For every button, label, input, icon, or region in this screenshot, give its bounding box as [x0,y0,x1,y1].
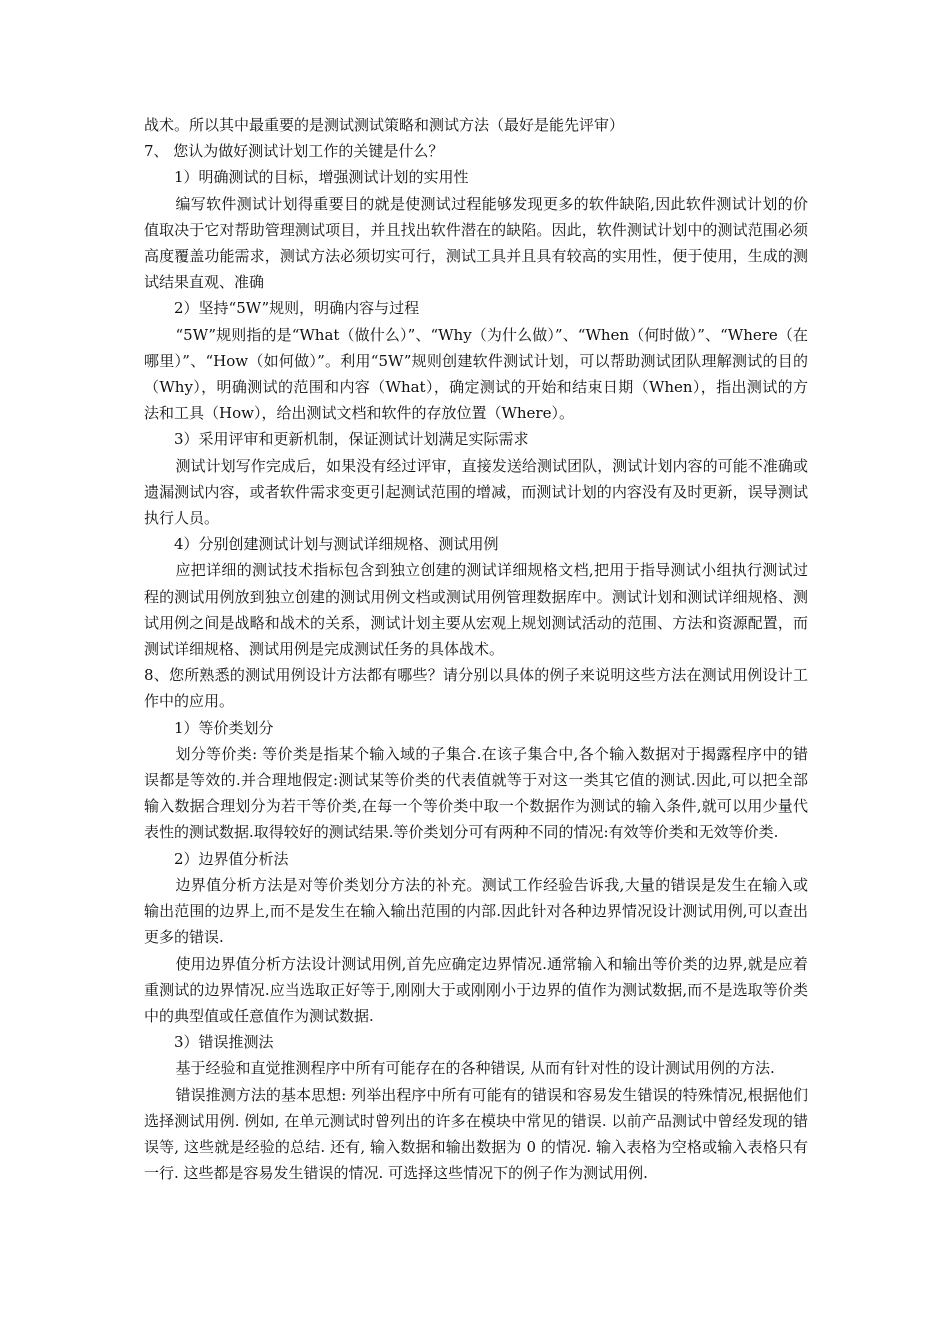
q8-method-1-body: 划分等价类: 等价类是指某个输入域的子集合.在该子集合中,各个输入数据对于揭露程序中的错误都是等效的.并合理地假定:测试某等价类的代表值就等于对这一类其它值的测试.因此,可以把全部输入数据合理划分为若干等价类,在每一个等价类中取一个数据作为测试的输入条件,就可以用少量代表性的测试数据.取得较好的测试结果.等价类划分可有两种不同的情况:有效等价类和无效等价类. [144,744,808,842]
q7-point-1-heading: 1）明确测试的目标，增强测试计划的实用性 [174,168,469,187]
paragraph-continuation: 战术。所以其中最重要的是测试测试策略和测试方法（最好是能先评审） [144,116,625,134]
q7-point-2-heading: 2）坚持“5W”规则，明确内容与过程 [174,299,420,318]
q8-method-3-heading: 3）错误推测法 [174,1033,274,1052]
question-7: 7、 您认为做好测试计划工作的关键是什么？ [144,142,444,161]
q8-method-2-body-2: 使用边界值分析方法设计测试用例,首先应确定边界情况.通常输入和输出等价类的边界,就是应着重测试的边界情况.应当选取正好等于,刚刚大于或刚刚小于边界的值作为测试数据,而不是选取等价类中的典型值或任意值作为测试数据. [144,954,808,1025]
q8-method-3-body-1: 基于经验和直觉推测程序中所有可能存在的各种错误, 从而有针对性的设计测试用例的方法. [175,1059,775,1078]
q7-point-1-body: 编写软件测试计划得重要目的就是使测试过程能够发现更多的软件缺陷,因此软件测试计划的价值取决于它对帮助管理测试项目，并且找出软件潜在的缺陷。因此，软件测试计划中的测试范围必须高度覆盖功能需求，测试方法必须切实可行，测试工具并且具有较高的实用性，便于使用，生成的测试结果直观、准确 [144,194,808,292]
q7-point-4-heading: 4）分别创建测试计划与测试详细规格、测试用例 [174,535,499,554]
q7-point-4-body: 应把详细的测试技术指标包含到独立创建的测试详细规格文档,把用于指导测试小组执行测试过程的测试用例放到独立创建的测试用例文档或测试用例管理数据库中。测试计划和测试详细规格、测试用例之间是战略和战术的关系，测试计划主要从宏观上规划测试活动的范围、方法和资源配置，而测试详细规格、测试用例是完成测试任务的具体战术。 [144,561,808,659]
q8-method-2-heading: 2）边界值分析法 [174,849,289,868]
q7-point-3-body: 测试计划写作完成后，如果没有经过评审，直接发送给测试团队，测试计划内容的可能不准确或遗漏测试内容，或者软件需求变更引起测试范围的增减，而测试计划的内容没有及时更新，误导测试执行人员。 [144,456,808,528]
q8-method-1-heading: 1）等价类划分 [174,718,274,737]
q7-point-2-body: “5W”规则指的是“What（做什么）”、“Why（为什么做）”、“When（何时做）”、“Where（在哪里）”、“How（如何做）”。利用“5W”规则创建软件测试计划，可以帮助测试团队理解测试的目的（Why），明确测试的范围和内容（What），确定测试的开始和结束日期（When），指出测试的方法和工具（How），给出测试文档和软件的存放位置（Where）。 [144,325,808,423]
q8-method-2-body-1: 边界值分析方法是对等价类划分方法的补充。测试工作经验告诉我,大量的错误是发生在输入或输出范围的边界上,而不是发生在输入输出范围的内部.因此针对各种边界情况设计测试用例,可以查出更多的错误. [144,875,808,947]
document-page [144,112,808,1186]
q7-point-3-heading: 3）采用评审和更新机制，保证测试计划满足实际需求 [174,430,529,449]
q8-method-3-body-2: 错误推测方法的基本思想: 列举出程序中所有可能有的错误和容易发生错误的特殊情况,根据他们选择测试用例. 例如, 在单元测试时曾列出的许多在模块中常见的错误. 以前产品测试中曾经发现的错误等, 这些就是经验的总结. 还有, 输入数据和输出数据为 0 的情况. 输入表格为空格或输入表格只有一行. 这些都是容易发生错误的情况. 可选择这些情况下的例子作为测试用例. [144,1085,808,1183]
question-8: 8、您所熟悉的测试用例设计方法都有哪些？请分别以具体的例子来说明这些方法在测试用例设计工作中的应用。 [144,666,808,711]
